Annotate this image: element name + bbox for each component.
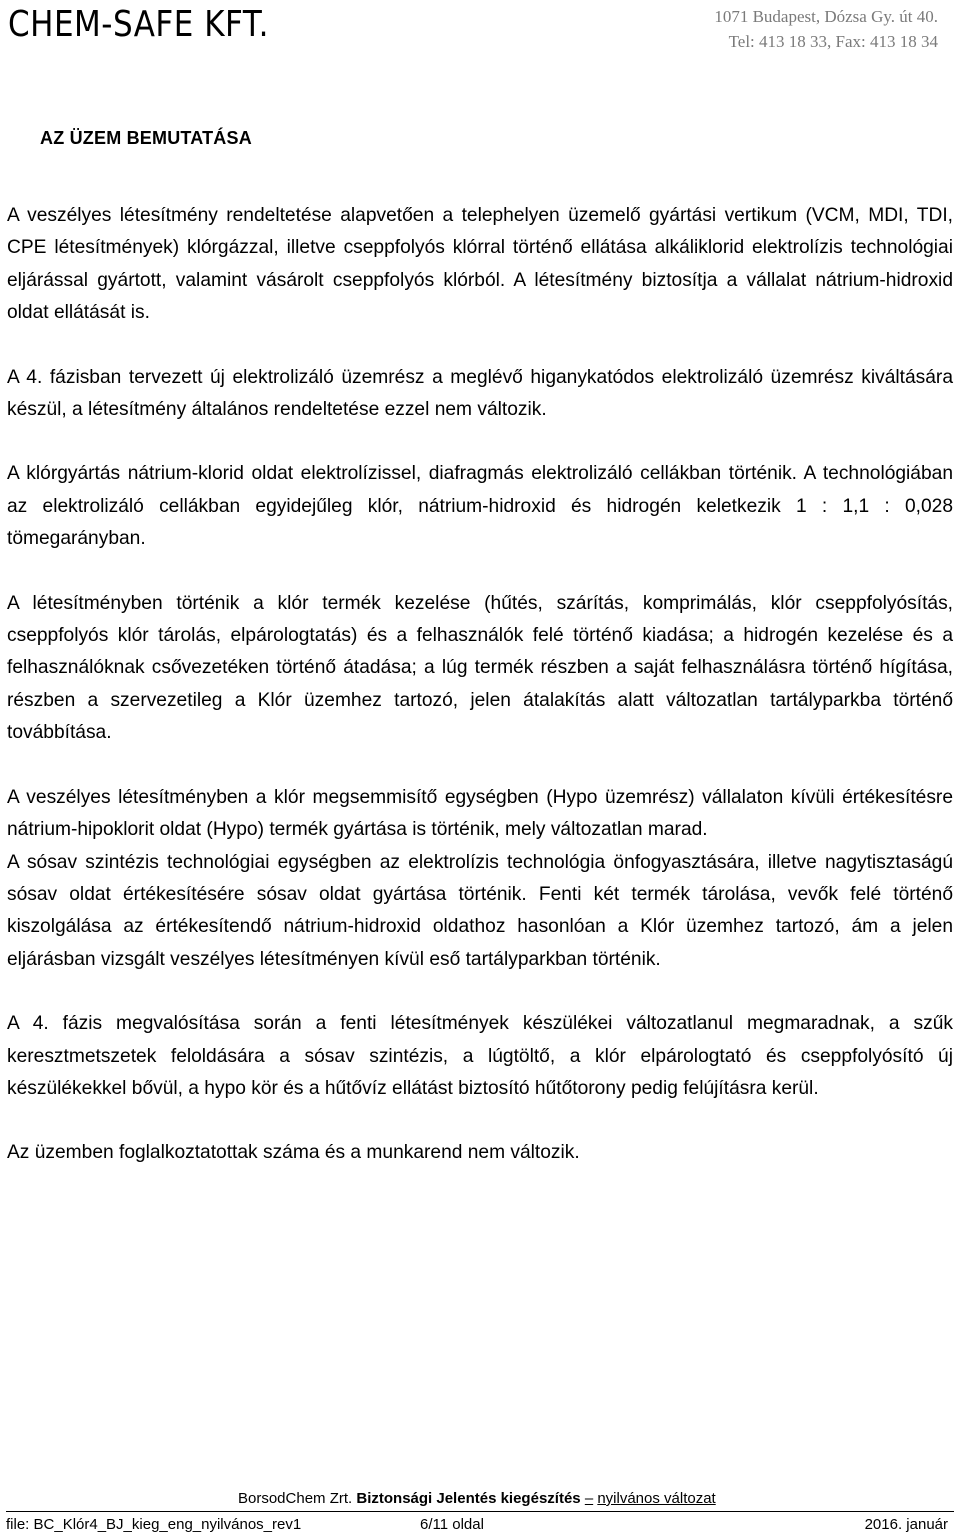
footer-page-number: 6/11 oldal — [420, 1516, 484, 1533]
footer-company: BorsodChem Zrt. — [238, 1490, 353, 1507]
address-street: 1071 Budapest, Dózsa Gy. út 40. — [714, 7, 938, 26]
footer-version: nyilvános változat — [597, 1490, 716, 1507]
paragraph-purpose: A veszélyes létesítmény rendeltetése alapvetően a telephelyen üzemelő gyártási vertikum (VCM, MDI, TDI, CPE létesítmények) klórgázzal, illetve cseppfolyós klórral történő ellátása alkáliklorid elektrolízis technológiai eljárással gyártott, valamint vásárolt cseppfolyós klórból. A létesítmény biztosítja a vállalat nátrium-hidroxid oldat ellátását is. — [7, 205, 953, 324]
paragraph-workforce: Az üzemben foglalkoztatottak száma és a munkarend nem változik. — [7, 1142, 580, 1164]
address-phone-fax: Tel: 413 18 33, Fax: 413 18 34 — [728, 32, 938, 51]
footer-divider — [6, 1511, 954, 1512]
footer-date: 2016. január — [864, 1516, 948, 1533]
company-logo: CHEM-SAFE KFT. — [8, 4, 269, 46]
paragraph-phase4: A 4. fázisban tervezett új elektrolizáló üzemrész a meglévő higanykatódos elektrolizáló üzemrész kiváltására készül, a létesítmény általános rendeltetése ezzel nem változik. — [7, 366, 953, 421]
paragraph-hydrochloric-acid: A sósav szintézis technológiai egységben az elektrolízis technológia önfogyasztására, illetve nagytisztaságú sósav oldat értékesítésére sósav oldat gyártása történik. Fenti két termék tárolása, vevők felé történő kiszolgálása az értékesítendő nátrium-hidroxid oldathoz hasonlóan a Klór üzemhez tartozó, ám a jelen eljárásban vizsgált veszélyes létesítményen kívül eső tartályparkban történik. — [7, 851, 953, 970]
footer-separator: – — [584, 1490, 594, 1507]
footer-report-title: Biztonsági Jelentés kiegészítés — [356, 1490, 581, 1507]
footer-file-name: file: BC_Klór4_BJ_kieg_eng_nyilvános_rev1 — [6, 1516, 302, 1533]
paragraph-chlorine-production: A klórgyártás nátrium-klorid oldat elektrolízissel, diafragmás elektrolizáló cellákban történik. A technológiában az elektrolizáló cellákban egyidejűleg klór, nátrium-hidroxid és hidrogén keletkezik 1 : 1,1 : 0,028 tömegarányban. — [7, 463, 953, 550]
section-title: AZ ÜZEM BEMUTATÁSA — [40, 128, 252, 148]
paragraph-product-handling: A létesítményben történik a klór termék kezelése (hűtés, szárítás, komprimálás, klór cseppfolyósítás, cseppfolyós klór tárolás, elpárologtatás) és a felhasználók felé történő kiadása; a hidrogén kezelése és a felhasználóknak csővezetéken történő átadása; a lúg termék részben a saját felhasználásra történő hígítása, részben a szervezetileg a Klór üzemhez tartozó, jelen átalakítás alatt változatlan tartályparkba történő továbbítása. — [7, 592, 953, 744]
footer-title — [238, 1490, 716, 1507]
paragraph-hypo-unit: A veszélyes létesítményben a klór megsemmisítő egységben (Hypo üzemrész) vállalaton kívüli értékesítésre nátrium-hipoklorit oldat (Hypo) termék gyártása is történik, mely változatlan marad. — [7, 786, 953, 841]
document-body — [7, 200, 953, 1170]
company-address — [714, 4, 938, 54]
paragraph-phase4-implementation: A 4. fázis megvalósítása során a fenti létesítmények készülékei változatlanul megmaradnak, a szűk keresztmetszetek feloldására a sósav szintézis, a lúgtöltő, a klór elpárologtató és cseppfolyósító új készülékekkel bővül, a hypo kör és a hűtővíz ellátást biztosító hűtőtorony pedig felújításra kerül. — [7, 1013, 953, 1099]
